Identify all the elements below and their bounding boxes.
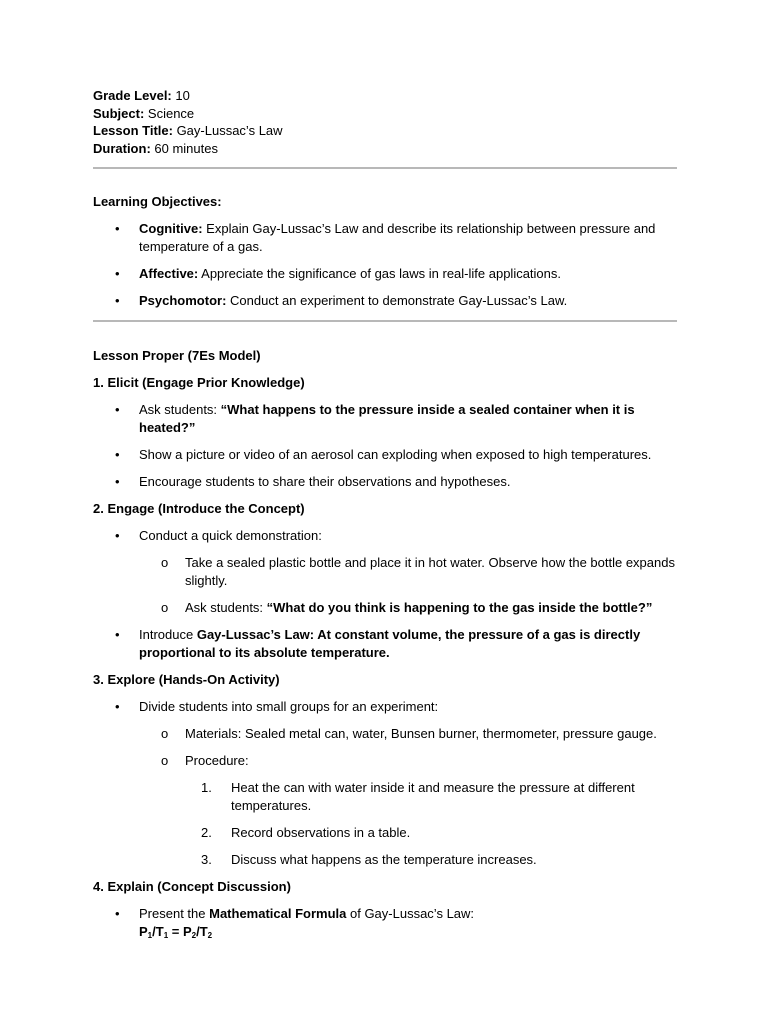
- sub-bullet-icon: o: [161, 753, 169, 768]
- sub-bullet-icon: o: [161, 555, 169, 570]
- step-text: Heat the can with water inside it and measure the pressure at different temperatures.: [231, 780, 635, 813]
- sub-list-item: [139, 554, 677, 590]
- horizontal-rule: [93, 167, 677, 169]
- procedure-step: [185, 851, 677, 869]
- step-text: Record observations in a table.: [231, 825, 411, 840]
- item-text: Show a picture or video of an aerosol can exploding when exposed to high temperatures.: [139, 447, 652, 462]
- explain-heading: 4. Explain (Concept Discussion): [93, 879, 291, 894]
- explore-list: [93, 698, 677, 869]
- objective-text: Appreciate the significance of gas laws in real-life applications.: [198, 266, 562, 281]
- explore-heading: 3. Explore (Hands-On Activity): [93, 672, 280, 687]
- bullet-icon: •: [115, 627, 120, 642]
- grade-level-line: [93, 87, 677, 105]
- sub-bullet-icon: o: [161, 600, 169, 615]
- explain-list: [93, 905, 677, 941]
- grade-level-value: 10: [171, 88, 190, 103]
- list-item: [93, 905, 677, 941]
- lesson-title-line: [93, 122, 677, 140]
- bullet-icon: •: [115, 699, 120, 714]
- elicit-heading: 1. Elicit (Engage Prior Knowledge): [93, 375, 305, 390]
- objective-text: Explain Gay-Lussac’s Law and describe its relationship between pressure and temperature of a gas.: [139, 221, 656, 254]
- list-item: [93, 265, 677, 283]
- item-text: Ask students:: [139, 402, 221, 417]
- item-text: Take a sealed plastic bottle and place it in hot water. Observe how the bottle expands slightly.: [185, 555, 675, 588]
- list-item: [93, 292, 677, 310]
- engage-list: [93, 527, 677, 662]
- lesson-meta: [93, 87, 677, 157]
- item-text: Present the: [139, 906, 210, 921]
- item-text: Materials: Sealed metal can, water, Bunsen burner, thermometer, pressure gauge.: [185, 726, 657, 741]
- elicit-list: [93, 401, 677, 491]
- grade-level-label: Grade Level:: [93, 88, 172, 103]
- explore-sub-list: [139, 725, 677, 869]
- formula-label: Mathematical Formula: [209, 906, 347, 921]
- list-item: [93, 527, 677, 617]
- objective-label: Cognitive:: [139, 221, 203, 236]
- procedure-step: [185, 779, 677, 815]
- bullet-icon: •: [115, 906, 120, 921]
- item-text: Procedure:: [185, 753, 249, 768]
- bullet-icon: •: [115, 266, 120, 281]
- duration-line: [93, 140, 677, 158]
- formula-part: /T: [196, 924, 208, 939]
- procedure-step: [185, 824, 677, 842]
- lesson-title-label: Lesson Title:: [93, 123, 173, 138]
- list-item: [93, 220, 677, 256]
- duration-label: Duration:: [93, 140, 151, 156]
- objective-label: Affective:: [139, 266, 199, 281]
- item-text: of Gay-Lussac’s Law:: [346, 906, 475, 921]
- formula-part: P: [139, 924, 148, 939]
- objectives-heading: Learning Objectives:: [93, 194, 222, 209]
- bullet-icon: •: [115, 293, 120, 308]
- formula: [139, 924, 212, 939]
- engage-sub-list: [139, 554, 677, 617]
- bullet-icon: •: [115, 221, 120, 236]
- step-number: 3.: [201, 852, 212, 867]
- step-text: Discuss what happens as the temperature increases.: [231, 852, 537, 867]
- formula-subscript: 1: [163, 931, 169, 940]
- objective-text: Conduct an experiment to demonstrate Gay-Lussac’s Law.: [226, 293, 568, 308]
- question-text: “What happens to the pressure inside a sealed container when it is heated?”: [139, 402, 635, 435]
- objectives-list: [93, 220, 677, 310]
- list-item: [93, 446, 677, 464]
- law-statement: : At constant volume, the pressure of a gas is directly proportional to its absolute temperature.: [139, 627, 641, 660]
- subject-line: [93, 105, 677, 123]
- step-number: 2.: [201, 825, 212, 840]
- item-text: Ask students:: [185, 600, 267, 615]
- formula-subscript: 2: [191, 931, 197, 940]
- step-number: 1.: [201, 780, 212, 795]
- bullet-icon: •: [115, 528, 120, 543]
- objective-label: Psychomotor:: [139, 293, 227, 308]
- duration-value: 60 minutes: [150, 140, 218, 156]
- law-name: Gay-Lussac’s Law: [196, 627, 310, 642]
- item-text: Introduce: [139, 627, 197, 642]
- list-item: [93, 626, 677, 662]
- formula-subscript: 1: [147, 931, 153, 940]
- subject-label: Subject:: [93, 105, 145, 121]
- question-text: “What do you think is happening to the gas inside the bottle?”: [266, 600, 653, 615]
- bullet-icon: •: [115, 474, 120, 489]
- list-item: [93, 473, 677, 491]
- horizontal-rule: [93, 320, 677, 322]
- list-item: [93, 401, 677, 437]
- formula-subscript: 2: [207, 931, 213, 940]
- sub-list-item: [139, 599, 677, 617]
- bullet-icon: •: [115, 402, 120, 417]
- item-text: Conduct a quick demonstration:: [139, 528, 322, 543]
- item-text: Encourage students to share their observations and hypotheses.: [139, 474, 511, 489]
- list-item: [93, 698, 677, 869]
- bullet-icon: •: [115, 447, 120, 462]
- subject-value: Science: [144, 105, 195, 121]
- formula-part: /T: [152, 924, 164, 939]
- lesson-title-value: Gay-Lussac’s Law: [172, 123, 283, 138]
- document-content: [93, 87, 677, 941]
- engage-heading: 2. Engage (Introduce the Concept): [93, 501, 305, 516]
- lesson-proper-heading: Lesson Proper (7Es Model): [93, 348, 261, 363]
- sub-list-item: [139, 752, 677, 869]
- item-text: Divide students into small groups for an experiment:: [139, 699, 439, 714]
- procedure-steps: [185, 779, 677, 869]
- formula-part: = P: [168, 924, 192, 939]
- sub-bullet-icon: o: [161, 726, 169, 741]
- sub-list-item: [139, 725, 677, 743]
